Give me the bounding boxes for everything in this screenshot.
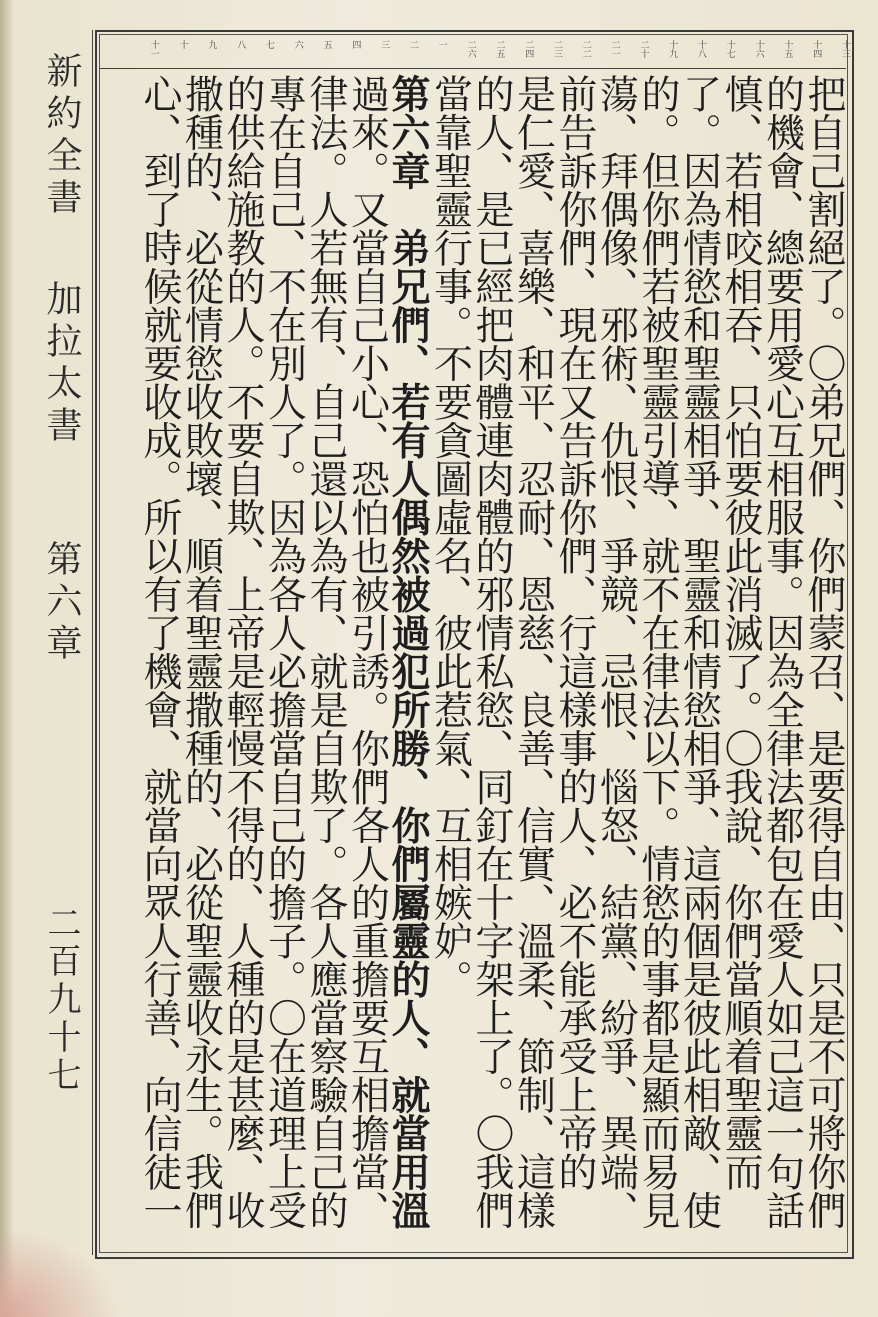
verse-ref: 十一 [148,40,159,58]
text-column: 專在自己、不在別人了。因為各人必擔當自己的擔子。〇在道理上受 [261,74,307,1229]
text-column: 心、到了時候就要收成。所以有了機會、就當向眾人行善、向信徒一 [137,74,182,1229]
verse-ref: 十五 [782,40,793,58]
verse-ref: 十九 [667,40,678,58]
verse-ref: 八 [235,40,246,49]
epistle-title: 加拉太書 [41,280,82,448]
verse-ref: 二十 [638,40,649,58]
verse-ref: 二一 [609,40,620,58]
verse-ref: 十六 [753,40,764,58]
verse-ref: 六 [292,40,303,49]
text-column: 的人、是已經把肉體連肉體的邪情私慾、同釘在十字架上了。〇我們 [469,74,514,1229]
text-column: 律法。人若無有、自己還以為有、就是自欺了。各人應當察驗自己的 [303,74,348,1229]
book-title: 新約全書 [41,52,82,220]
verse-ref: 七 [264,40,274,49]
verse-ref: 二三 [552,40,562,58]
chapter-title: 第六章 [41,540,82,666]
text-column: 的。但你們若被聖靈引導、就不在律法以下。情慾的事都是顯而易見 [635,74,680,1229]
text-column: 當靠聖靈行事。不要貪圖虛名、彼此惹氣、互相嫉妒。 [427,74,473,998]
verse-ref: 九 [206,40,217,49]
verse-ref: 二六 [465,40,476,58]
text-column: 撒種的、必從情慾收敗壞、順着聖靈撒種的、必從聖靈收永生。我們 [178,74,224,1229]
verse-ref: 十七 [724,40,735,58]
text-column: 的機會、總要用愛心互相服事。因為全律法都包在愛人如己這一句話 [759,74,805,1229]
text-column: 了。因為情慾和聖靈相爭、聖靈和情慾相爭、這兩個是彼此相敵、使 [676,74,722,1229]
text-column: 前告訴你們、現在又告訴你們、行這樣事的人、必不能承受上帝的 [552,74,597,1191]
text-column: 慎、若相咬相吞、只怕要彼此消滅了。〇我說、你們當順着聖靈而 [718,74,763,1191]
binding-shadow [0,0,14,1317]
verse-ref: 五 [321,40,332,49]
verse-ref: 二 [408,40,418,49]
verse-ref: 十四 [811,40,822,58]
page-number: 二百九十七 [41,905,81,1095]
margin-rule [92,30,93,1255]
verse-ref: 一 [436,40,447,49]
verse-ref: 三 [379,40,390,49]
verse-ref: 四 [350,40,361,49]
text-column: 的供給施教的人。不要自欺、上帝是輕慢不得的、人種的是甚麼、收 [220,74,265,1229]
verse-ref: 十 [177,40,188,49]
verse-ref: 十三 [840,40,850,58]
verse-ref: 二五 [494,40,505,58]
text-column: 蕩、拜偶像、邪術、仇恨、爭競、忌恨、惱怒、結黨、紛爭、異端、 [593,74,639,1229]
verse-ref: 十八 [696,40,706,58]
verse-ref: 二二 [580,40,591,58]
chapter-heading-column: 第六章 弟兄們、若有人偶然被過犯所勝、你們屬靈的人、就當用溫 [385,74,431,1229]
text-column: 把自己割絕了。〇弟兄們、你們蒙召、是要得自由、只是不可將你們 [801,74,846,1229]
text-column: 是仁愛、喜樂、和平、忍耐、恩慈、良善、信實、溫柔、節制、這樣 [510,74,556,1229]
verse-ref: 二四 [523,40,534,58]
text-column: 過來。又當自己小心、恐怕也被引誘。你們各人的重擔要互相擔當、 [344,74,390,1229]
